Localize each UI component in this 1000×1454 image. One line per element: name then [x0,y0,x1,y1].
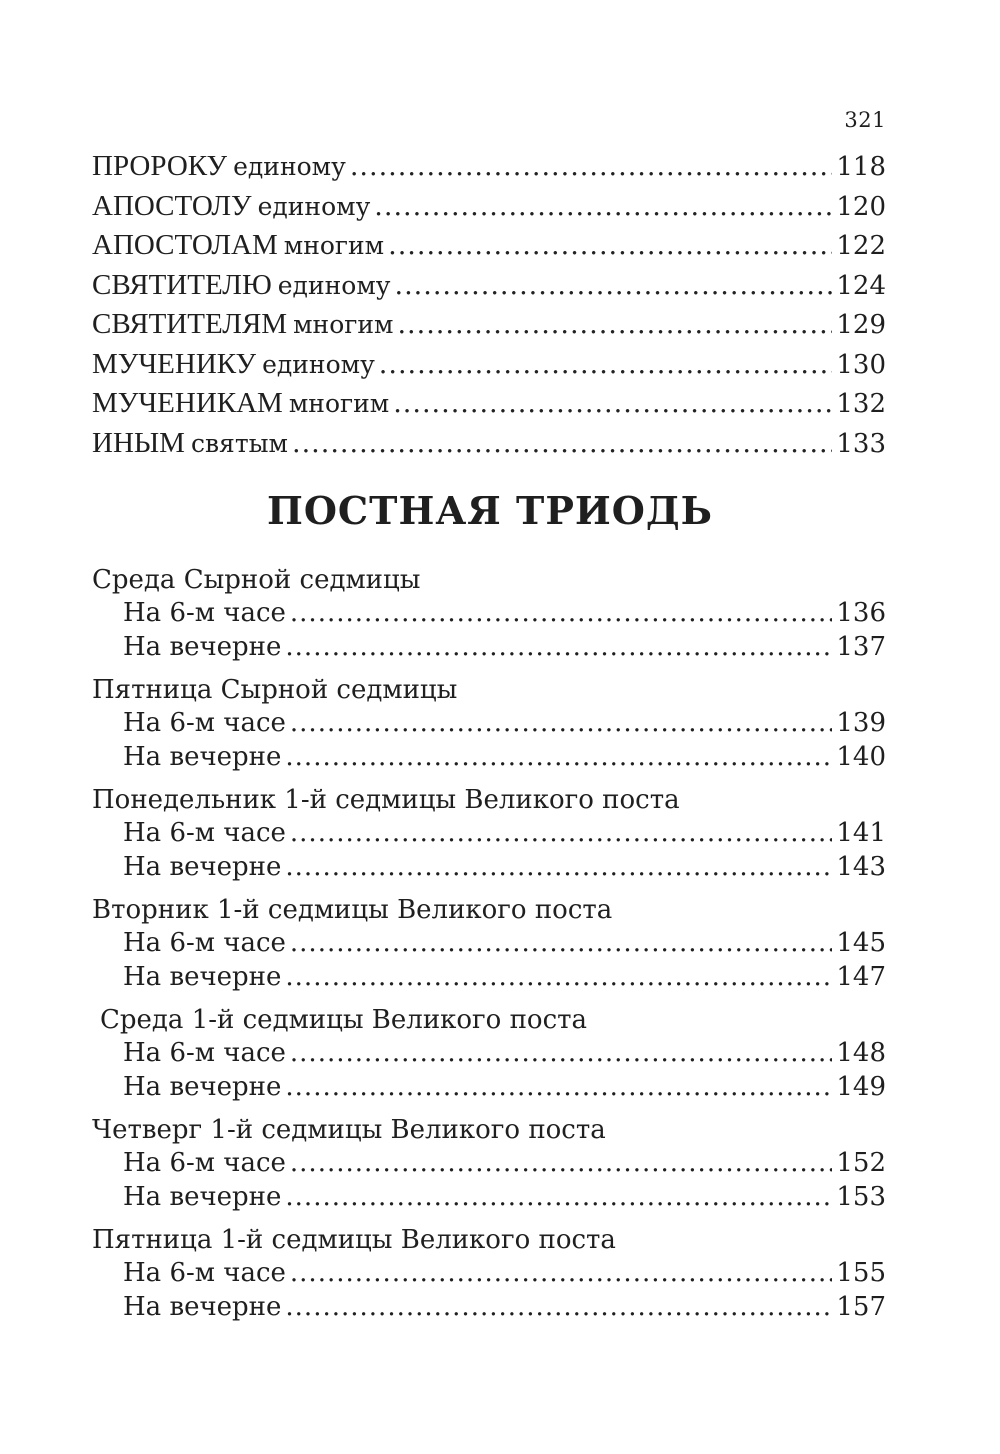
entry-subtitle: единому [233,152,346,181]
toc-entry[interactable] [92,348,886,388]
toc-subentry[interactable] [92,1292,886,1326]
toc-subentry[interactable] [92,1038,886,1072]
subentry-page: 147 [836,961,886,992]
entry-subtitle: единому [277,270,391,300]
group-title: Пятница Сырной седмицы [92,675,458,705]
dot-leader [388,230,832,261]
entry-subtitle: единому [262,349,375,379]
dot-leader [393,388,832,419]
toc-entry[interactable] [92,387,886,427]
dot-leader [350,151,833,182]
toc-subentry[interactable] [92,1072,886,1106]
subentry-page: 140 [836,741,886,772]
subentry-label: На 6-м часе [123,818,286,848]
entry-page: 130 [836,349,886,380]
entry-title: МУЧЕНИКАМ [92,387,283,419]
dot-leader [285,632,832,662]
group-title: Четверг 1-й седмицы Великого поста [92,1115,606,1145]
entry-subtitle: многим [293,310,394,339]
page-number: 321 [844,108,886,132]
dot-leader [290,1038,832,1068]
subentry-page: 157 [836,1291,886,1322]
dot-leader [285,742,832,772]
subentry-label: На вечерне [123,961,282,992]
subentry-label: На вечерне [123,1071,282,1102]
dot-leader [379,349,833,380]
toc-subentry[interactable] [92,598,886,632]
toc-group [92,1112,886,1215]
dot-leader [290,708,832,738]
toc-triod-list [92,562,886,1332]
dot-leader [290,1148,832,1178]
subentry-label: На вечерне [123,741,282,772]
entry-title: ПРОРОКУ [92,150,228,182]
entry-subtitle: многим [283,231,385,260]
subentry-label: На 6-м часе [123,928,286,958]
section-heading: ПОСТНАЯ ТРИОДЬ [266,488,714,533]
subentry-page: 137 [836,631,886,662]
entry-page: 120 [836,191,886,222]
entry-page: 132 [836,389,886,419]
dot-leader [395,270,833,301]
subentry-label: На вечерне [123,1181,282,1212]
toc-group [92,562,886,665]
subentry-label: На 6-м часе [123,708,286,738]
entry-page: 122 [836,231,886,261]
entry-title: СВЯТИТЕЛЮ [92,268,272,301]
toc-entry[interactable] [92,427,886,467]
toc-entry[interactable] [92,269,886,309]
dot-leader [285,1072,832,1102]
toc-entry[interactable] [92,190,886,230]
entry-page: 133 [836,428,886,459]
subentry-page: 148 [836,1038,886,1068]
group-title: Среда 1-й седмицы Великого поста [100,1005,588,1035]
subentry-label: На 6-м часе [123,1038,286,1068]
entry-title: ИНЫМ [92,426,185,459]
toc-subentry[interactable] [92,1148,886,1182]
dot-leader [374,191,832,222]
subentry-page: 145 [836,928,886,958]
entry-subtitle: единому [257,191,371,221]
subentry-page: 139 [836,708,886,738]
toc-entry[interactable] [92,308,886,348]
toc-subentry[interactable] [92,818,886,852]
dot-leader [285,962,832,992]
subentry-page: 149 [836,1071,886,1102]
dot-leader [285,1182,832,1212]
toc-subentry[interactable] [92,962,886,996]
group-title: Среда Сырной седмицы [92,565,421,595]
dot-leader [290,818,832,848]
group-title: Вторник 1-й седмицы Великого поста [92,895,613,925]
subentry-page: 143 [836,851,886,882]
toc-saints-list [92,150,886,466]
entry-title: АПОСТОЛАМ [92,229,278,261]
subentry-label: На вечерне [123,851,282,882]
entry-title: СВЯТИТЕЛЯМ [92,308,288,340]
toc-entry[interactable] [92,150,886,190]
toc-subentry[interactable] [92,1182,886,1216]
subentry-page: 155 [836,1258,886,1288]
entry-subtitle: святым [190,428,288,458]
entry-page: 118 [836,152,886,182]
dot-leader [285,852,832,882]
dot-leader [290,598,832,628]
toc-entry[interactable] [92,229,886,269]
toc-group [92,782,886,885]
dot-leader [290,928,832,958]
toc-subentry[interactable] [92,928,886,962]
entry-page: 124 [836,270,886,301]
toc-group [92,672,886,775]
toc-group [92,1222,886,1325]
subentry-page: 152 [836,1148,886,1178]
subentry-page: 141 [836,818,886,848]
dot-leader [292,428,832,459]
entry-subtitle: многим [288,389,390,418]
subentry-label: На вечерне [123,631,282,662]
dot-leader [290,1258,832,1288]
entry-title: МУЧЕНИКУ [92,347,257,380]
subentry-page: 136 [836,598,886,628]
subentry-label: На 6-м часе [123,1258,286,1288]
toc-subentry[interactable] [92,852,886,886]
dot-leader [285,1292,832,1322]
entry-page: 129 [836,310,886,340]
subentry-page: 153 [836,1181,886,1212]
group-title: Пятница 1-й седмицы Великого поста [92,1225,616,1255]
group-title: Понедельник 1-й седмицы Великого поста [92,785,680,815]
toc-subentry[interactable] [92,1258,886,1292]
subentry-label: На 6-м часе [123,598,286,628]
toc-subentry[interactable] [92,742,886,776]
toc-group [92,1002,886,1105]
toc-subentry[interactable] [92,632,886,666]
entry-title: АПОСТОЛУ [92,189,252,222]
subentry-label: На вечерне [123,1291,282,1322]
dot-leader [397,309,832,340]
toc-subentry[interactable] [92,708,886,742]
toc-group [92,892,886,995]
subentry-label: На 6-м часе [123,1148,286,1178]
